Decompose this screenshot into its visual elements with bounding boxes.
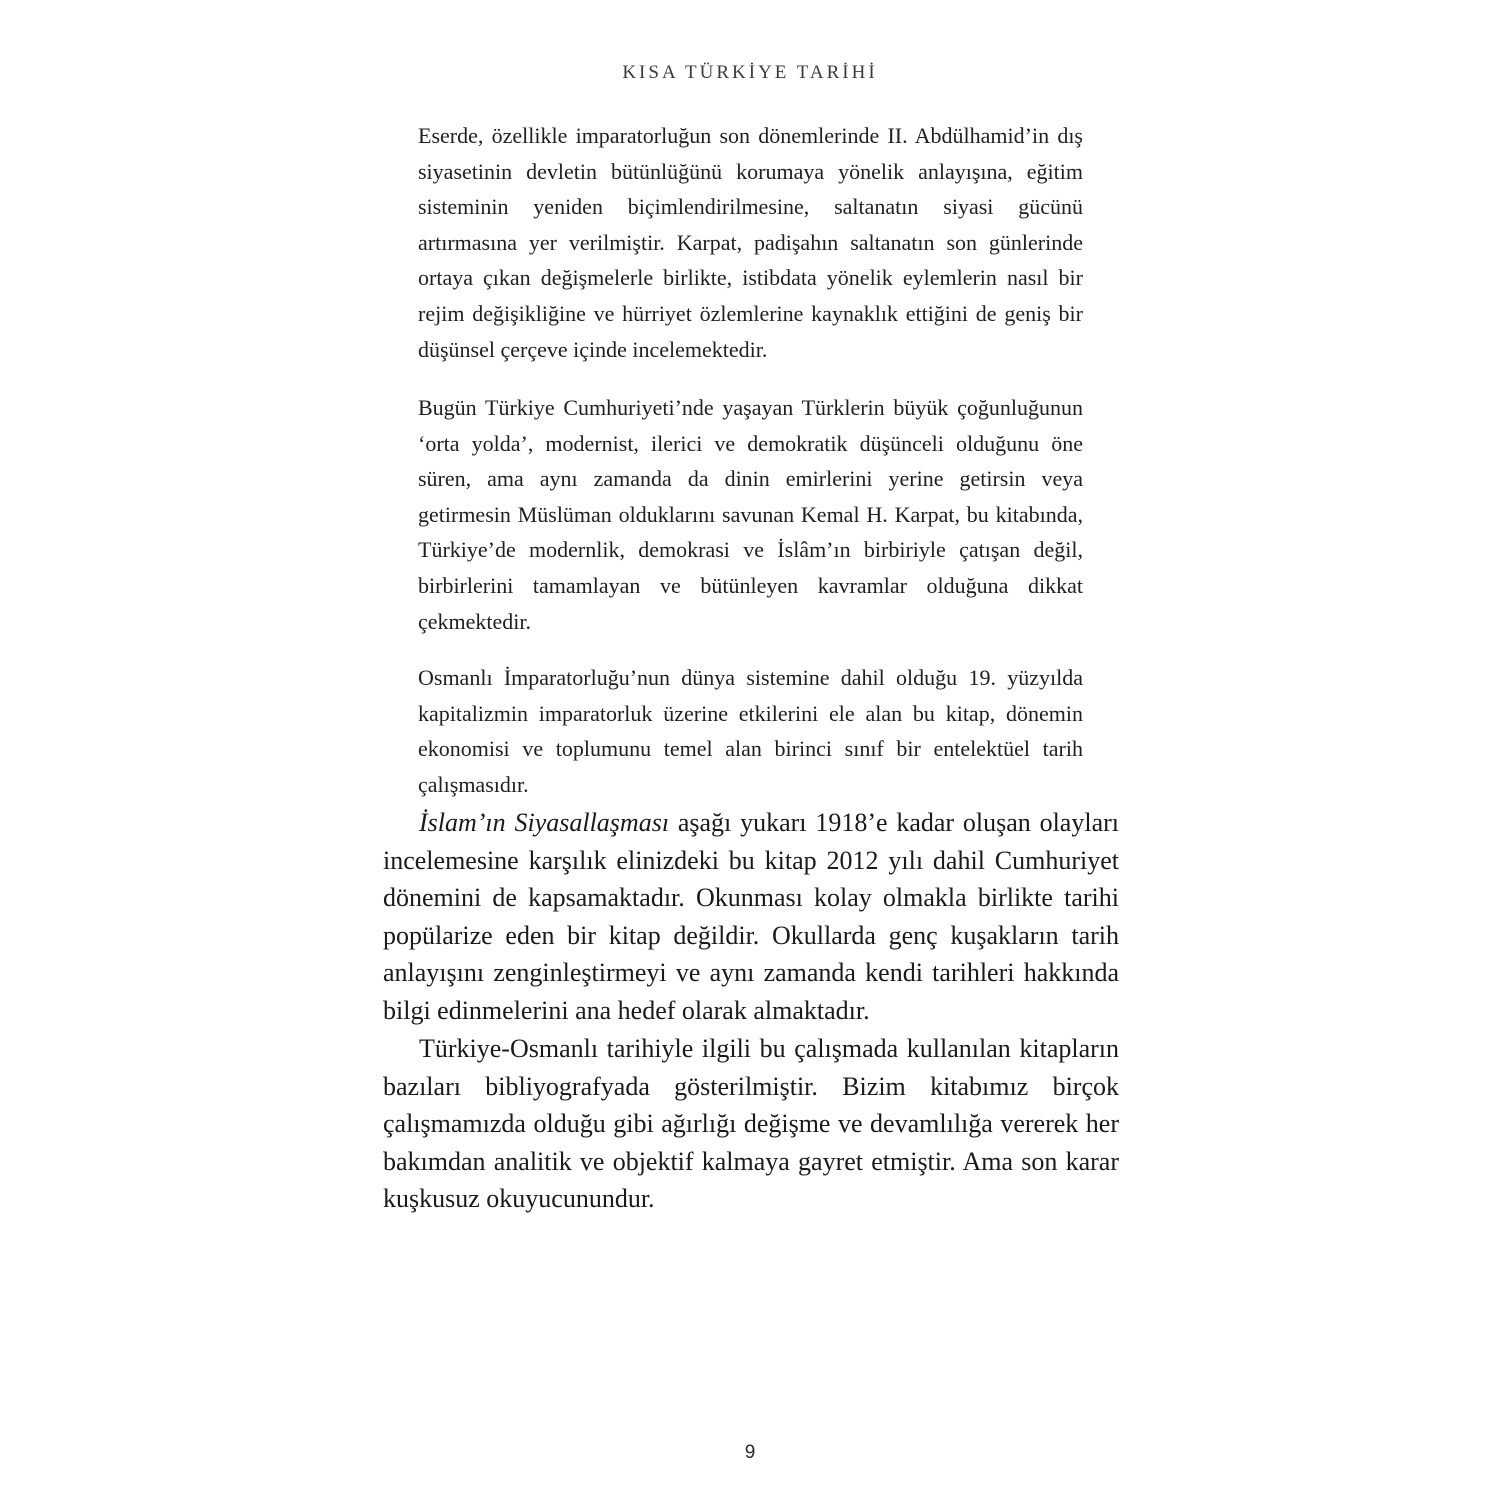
body-paragraph-1: [383, 804, 1119, 1030]
body-paragraph-1-text: aşağı yukarı 1918’e kadar oluşan olayları incelemesine karşılık elinizdeki bu kitap 2012 yılı dahil Cumhuriyet dönemini de kapsamaktadır. Okunması kolay olmakla birlikte tarihi popülarize eden bir kitap değildir. Okullarda genç kuşakların tarih anlayışını zenginleştirmeyi ve aynı zamanda kendi tarihleri hakkında bilgi edinmelerini ana hedef olarak almaktadır.: [383, 808, 1119, 1025]
page-number: 9: [744, 1442, 756, 1463]
body-paragraph-2: Türkiye-Osmanlı tarihiyle ilgili bu çalışmada kullanılan kitapların bazıları bibliyografyada gösterilmiştir. Bizim kitabımız birçok çalışmamızda olduğu gibi ağırlığı değişme ve devamlılığa vererek her bakımdan analitik ve objektif kalmaya gayret etmiştir. Ama son karar kuşkusuz okuyucunundur.: [383, 1034, 1119, 1214]
book-title: İslam’ın Siyasallaşması: [419, 808, 670, 837]
quote-block-osmanli: Osmanlı İmparatorluğu’nun dünya sistemine dahil olduğu 19. yüzyılda kapitalizmin imparatorluk üzerine etkilerini ele alan bu kitap, dönemin ekonomisi ve toplumunu temel alan birinci sınıf bir entelektüel tarih çalışmasıdır.: [418, 665, 1083, 797]
quote-block-cumhuriyet: Bugün Türkiye Cumhuriyeti’nde yaşayan Türklerin büyük çoğunluğunun ‘orta yolda’, modernist, ilerici ve demokratik düşünceli olduğunu öne süren, ama aynı zamanda da dinin emirlerini yerine getirsin veya getirmesin Müslüman olduklarını savunan Kemal H. Karpat, bu kitabında, Türkiye’de modernlik, demokrasi ve İslâm’ın birbiriyle çatışan değil, birbirlerini tamamlayan ve bütünleyen kavramlar olduğuna dikkat çekmektedir.: [418, 395, 1083, 634]
quote-block-abdulhamid: Eserde, özellikle imparatorluğun son dönemlerinde II. Abdülhamid’in dış siyasetinin devletin bütünlüğünü korumaya yönelik anlayışına, eğitim sisteminin yeniden biçimlendirilmesine, saltanatın siyasi gücünü artırmasına yer verilmiştir. Karpat, padişahın saltanatın son günlerinde ortaya çıkan değişmelerle birlikte, istibdata yönelik eylemlerin nasıl bir rejim değişikliğine ve hürriyet özlemlerine kaynaklık ettiğini de geniş bir düşünsel çerçeve içinde incelemektedir.: [418, 123, 1083, 362]
running-head: KISA TÜRKİYE TARİHİ: [622, 62, 878, 83]
